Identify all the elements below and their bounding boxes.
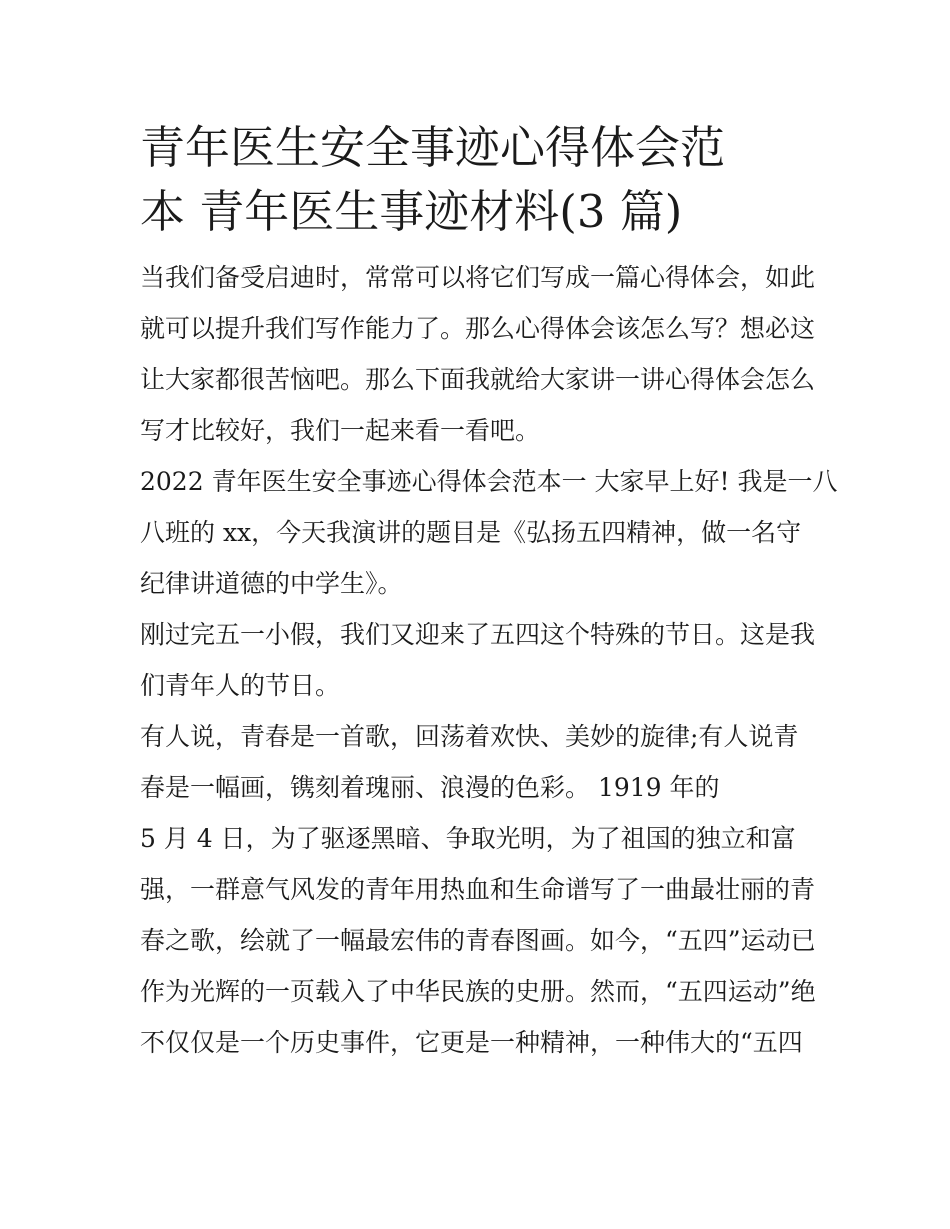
text-line: 5 月 4 日，为了驱逐黑暗、争取光明，为了祖国的独立和富 — [140, 824, 796, 853]
document-body — [140, 116, 838, 1068]
text-line: 刚过完五一小假，我们又迎来了五四这个特殊的节日。这是我 — [140, 620, 816, 649]
text-line: 们青年人的节日。 — [140, 671, 341, 700]
text-line: 作为光辉的一页载入了中华民族的史册。然而，“五四运动”绝 — [140, 977, 816, 1006]
holiday-paragraph — [140, 609, 816, 711]
text-line: 2022 青年医生安全事迹心得体会范本一 大家早上好! 我是一八 — [140, 467, 838, 496]
text-line: 就可以提升我们写作能力了。那么心得体会该怎么写？想必这 — [140, 314, 816, 343]
history-paragraph — [140, 813, 816, 1068]
text-line: 强，一群意气风发的青年用热血和生命谱写了一曲最壮丽的青 — [140, 875, 816, 904]
text-line: 不仅仅是一个历史事件，它更是一种精神，一种伟大的“五四 — [140, 1028, 803, 1057]
intro-paragraph — [140, 252, 816, 456]
youth-paragraph — [140, 711, 812, 813]
text-line: 春之歌，绘就了一幅最宏伟的青春图画。如今，“五四”运动已 — [140, 926, 816, 955]
text-line: 当我们备受启迪时，常常可以将它们写成一篇心得体会，如此 — [140, 263, 816, 292]
text-line: 纪律讲道德的中学生》。 — [140, 569, 403, 598]
text-line: 有人说，青春是一首歌，回荡着欢快、美妙的旋律;有人说青 — [140, 722, 799, 751]
text-line: 八班的 xx，今天我演讲的题目是《弘扬五四精神，做一名守 — [140, 518, 802, 547]
document-title — [140, 116, 812, 244]
text-line: 让大家都很苦恼吧。那么下面我就给大家讲一讲心得体会怎么 — [140, 365, 816, 394]
title-line: 青年医生安全事迹心得体会范 — [140, 121, 726, 174]
speech-opening-paragraph — [140, 456, 838, 609]
text-line: 春是一幅画，镌刻着瑰丽、浪漫的色彩。 1919 年的 — [140, 773, 720, 802]
title-line: 本 青年医生事迹材料(3 篇) — [140, 185, 683, 238]
text-line: 写才比较好，我们一起来看一看吧。 — [140, 416, 541, 445]
